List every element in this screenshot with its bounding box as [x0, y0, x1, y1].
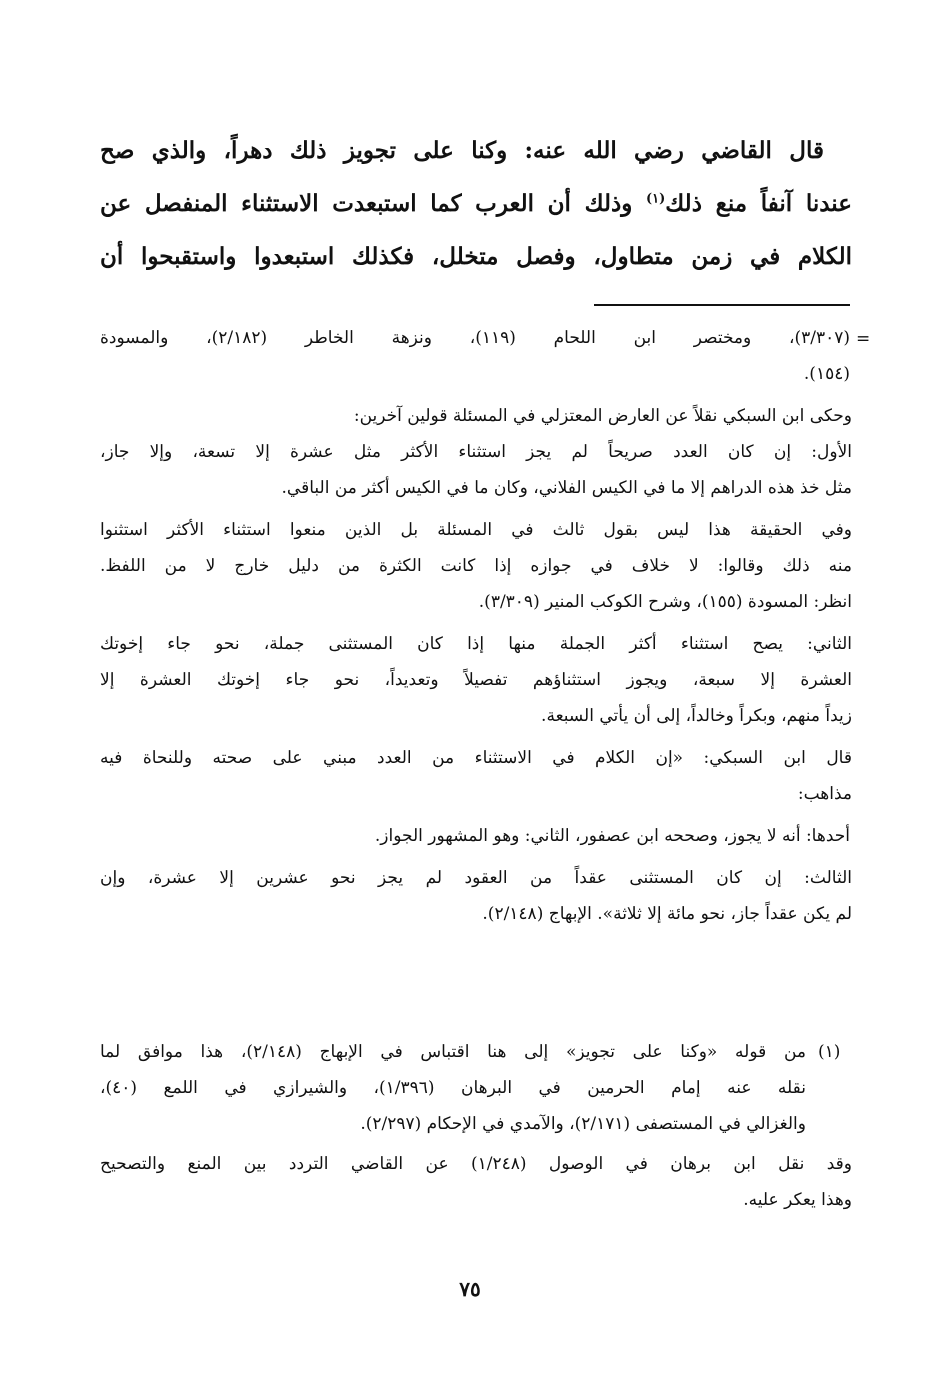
- note-line: زيداً منهم، وبكراً وخالداً، إلى أن يأتي السبعة.: [541, 706, 852, 726]
- note-line: أحدها: أنه لا يجوز، وصححه ابن عصفور، الثاني: وهو المشهور الجواز.: [374, 826, 850, 846]
- main-line-1: قال القاضي رضي الله عنه: وكنا على تجويز ذلك دهراً، والذي صح: [100, 137, 824, 164]
- page-number: ٧٥: [459, 1277, 481, 1301]
- footnote-1: [100, 1034, 852, 1218]
- footnote-line: والغزالي في المستصفى (٢/١٧١)، والآمدي في الإحكام (٢/٢٩٧).: [360, 1114, 806, 1134]
- footnote-line: وقد نقل ابن برهان في الوصول (١/٢٤٨) عن القاضي التردد بين المنع والتصحيح: [100, 1154, 852, 1174]
- note-line: الأول: إن كان العدد صريحاً لم يجز استثناء الأكثر مثل عشرة إلا تسعة، وإلا جاز،: [100, 442, 852, 462]
- main-line-2-start: عندنا آنفاً منع ذلك: [665, 190, 852, 217]
- continued-footnote: [100, 320, 852, 932]
- note-line: انظر: المسودة (١٥٥)، وشرح الكوكب المنير (٣/٣٠٩).: [478, 592, 852, 612]
- main-line-2: [100, 177, 852, 230]
- note-line: الثاني: يصح استثناء أكثر الجملة منها إذا كان المستثنى جملة، نحو جاء إخوتك: [100, 634, 852, 654]
- note-line: (١٥٤).: [803, 364, 850, 384]
- footnote-line: نقله عنه إمام الحرمين في البرهان (١/٣٩٦)، والشيرازي في اللمع (٤٠)،: [100, 1078, 806, 1098]
- footnote-line: وهذا يعكر عليه.: [743, 1190, 852, 1210]
- note-line: مثل خذ هذه الدراهم إلا ما في الكيس الفلاني، وكان ما في الكيس أكثر من الباقي.: [281, 478, 852, 498]
- note-line: مذاهب:: [797, 784, 852, 804]
- footnote-line: من قوله «وكنا على تجويز» إلى هنا اقتباس في الإبهاج (٢/١٤٨)، هذا موافق لما: [100, 1042, 806, 1062]
- footnote-reference: (١): [646, 191, 666, 207]
- note-line: العشرة إلا سبعة، ويجوز استثناؤهم تفصيلاً وتعديداً، نحو جاء إخوتك العشرة إلا: [100, 670, 852, 690]
- footnote-separator: [594, 304, 850, 306]
- footnote-number: (١): [818, 1042, 841, 1062]
- note-line: لم يكن عقداً جاز، نحو مائة إلا ثلاثة». الإبهاج (٢/١٤٨).: [482, 904, 852, 924]
- main-line-3: الكلام في زمن متطاول، وفصل متخلل، فكذلك استبعدوا واستقبحوا أن: [100, 243, 852, 270]
- main-line-2-rest: وذلك أن العرب كما استبعدت الاستثناء المنفصل عن: [100, 190, 633, 217]
- note-line: الثالث: إن كان المستثنى عقداً من العقود لم يجز نحو عشرين إلا عشرة، وإن: [100, 868, 852, 888]
- continuation-mark: =: [856, 329, 871, 349]
- note-line: قال ابن السبكي: «إن الكلام في الاستثناء من العدد مبني على صحته وللنحاة فيه: [100, 748, 852, 768]
- main-paragraph: [100, 124, 852, 283]
- note-line: وفي الحقيقة هذا ليس بقول ثالث في المسئلة بل الذين منعوا استثناء الأكثر استثنوا: [100, 520, 852, 540]
- note-line: وحكى ابن السبكي نقلاً عن العارض المعتزلي في المسئلة قولين آخرين:: [353, 406, 852, 426]
- note-line: (٣/٣٠٧)، ومختصر ابن اللحام (١١٩)، ونزهة الخاطر (٢/١٨٢)، والمسودة: [100, 328, 851, 348]
- note-line: منه ذلك وقالوا: لا خلاف في جوازه إذا كانت الكثرة من دليل خارج لا من اللفظ.: [100, 556, 852, 576]
